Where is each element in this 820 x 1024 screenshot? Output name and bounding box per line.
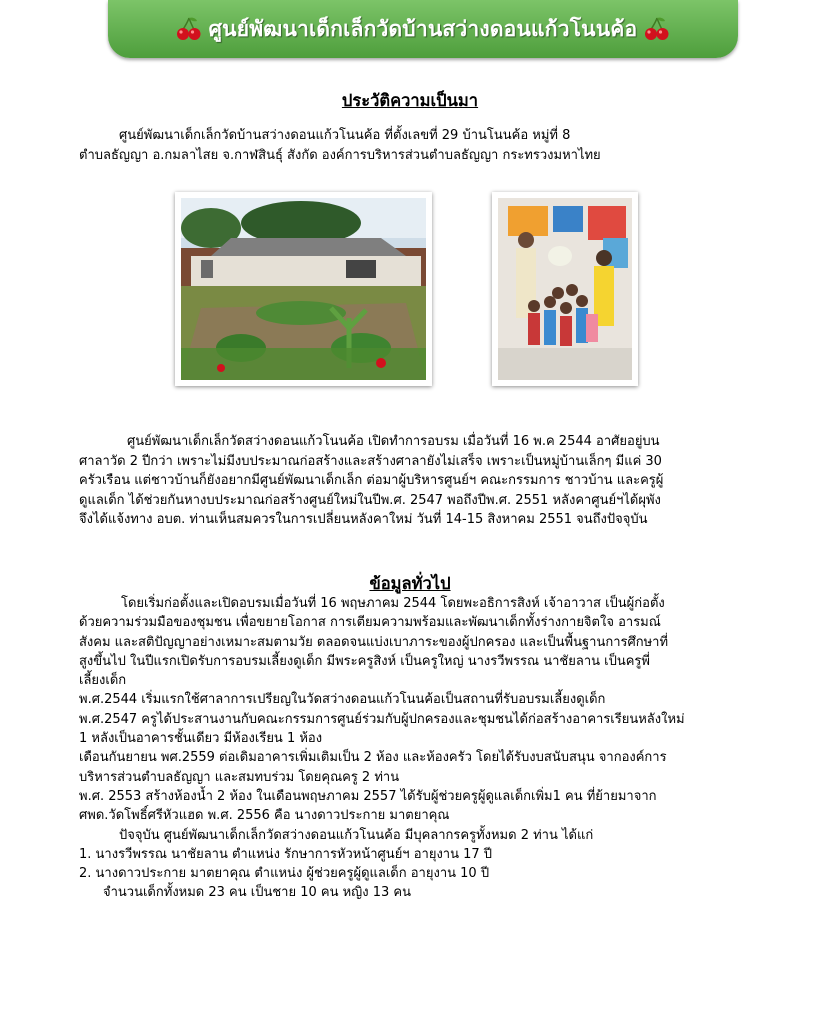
general-line: พ.ศ.2544 เริ่มแรกใช้ศาลาการเปรียญในวัดสว่างดอนแก้วโนนค้อเป็นสถานที่รับอบรมเลี้ยงดูเด็ก: [79, 692, 606, 708]
general-info-heading: ข้อมูลทั่วไป: [369, 574, 451, 593]
general-line: ด้วยความร่วมมือของชุมชน เพื่อขยายโอกาส การเตียมความพร้อมและพัฒนาเด็กทั้งร่างกายจิตใจ อารมณ์: [79, 615, 661, 631]
staff-list-item: 2. นางดาวประกาย มาตยาคุณ ตำแหน่ง ผู้ช่วยครูผู้ดูแลเด็ก อายุงาน 10 ปี: [79, 866, 490, 882]
general-line: บริหารส่วนตำบลธัญญา และสมทบร่วม โดยคุณครู 2 ท่าน: [79, 769, 400, 785]
general-line: เดือนกันยายน พศ.2559 ต่อเดิมอาคารเพิ่มเติมเป็น 2 ห้อง และห้องครัว โดยได้รับงบสนับสนุน จากองค์การ: [79, 750, 667, 766]
general-line: ปัจจุบัน ศูนย์พัฒนาเด็กเล็กวัดสว่างดอนแก้วโนนค้อ มีบุคลากรครูทั้งหมด 2 ท่าน ได้แก่: [119, 827, 594, 843]
banner-title: ศูนย์พัฒนาเด็กเล็กวัดบ้านสว่างดอนแก้วโนนค้อ: [208, 16, 638, 41]
history-line: ดูแลเด็ก ได้ช่วยกันหางบประมาณก่อสร้างศูนย์ใหม่ในปีพ.ศ. 2547 พอถึงปีพ.ศ. 2551 หลังคาศูนย์ฯได้ผุพัง: [79, 492, 661, 508]
history-line: ศาลาวัด 2 ปีกว่า เพราะไม่มีงบประมาณก่อสร้างและสร้างศาลายังไม่เสร็จ เพราะเป็นหมู่บ้านเล็กๆ มีแค่ 30: [79, 453, 662, 469]
header-banner: [108, 0, 738, 58]
general-line: เลี้ยงเด็ก: [79, 673, 127, 689]
intro-line: ศูนย์พัฒนาเด็กเล็กวัดบ้านสว่างดอนแก้วโนนค้อ ที่ตั้งเลขที่ 29 บ้านโนนค้อ หมู่ที่ 8: [119, 128, 571, 143]
general-line: ศพด.วัดโพธิ์ศรีหัวแฮด พ.ศ. 2556 คือ นางดาวประกาย มาตยาคุณ: [79, 808, 450, 824]
general-line: 1 หลังเป็นอาคารชั้นเดียว มีห้องเรียน 1 ห้อง: [79, 731, 323, 747]
general-line: สูงขึ้นไป ในปีแรกเปิดรับการอบรมเลี้ยงดูเด็ก มีพระครูสิงห์ เป็นครูใหญ่ นางรวีพรรณ นาชัยลาน เป็นครูพี่: [79, 653, 650, 669]
history-body: [79, 432, 759, 530]
teachers-children-photo: [492, 192, 638, 386]
general-line: สังคม และสติปัญญาอย่างเหมาะสมตามวัย ตลอดจนแบ่งเบาภาระของผู้ปกครอง และเป็นพื้นฐานการศึกษาที่: [79, 634, 669, 650]
general-info-body: [79, 594, 759, 903]
general-line: พ.ศ.2547 ครูได้ประสานงานกับคณะกรรมการศูนย์ร่วมกับผู้ปกครองและชุมชนได้ก่อสร้างอาคารเรียนหลังใหม่: [79, 711, 685, 727]
history-heading: ประวัติความเป็นมา: [341, 91, 479, 110]
school-building-photo: [175, 192, 432, 386]
intro-line: ตำบลธัญญา อ.กมลาไสย จ.กาฬสินธุ์ สังกัด องค์การบริหารส่วนตำบลธัญญา กระทรวงมหาไทย: [79, 147, 601, 163]
children-count: จำนวนเด็กทั้งหมด 23 คน เป็นชาย 10 คน หญิง 13 คน: [103, 885, 411, 901]
history-intro: [79, 126, 759, 165]
general-line: พ.ศ. 2553 สร้างห้องน้ำ 2 ห้อง ในเดือนพฤษภาคม 2557 ได้รับผู้ช่วยครูผู้ดูแลเด็กเพิ่ม1 คน ที่ย้ายมาจาก: [79, 788, 657, 804]
general-line: โดยเริ่มก่อตั้งและเปิดอบรมเมื่อวันที่ 16 พฤษภาคม 2544 โดยพะอธิการสิงห์ เจ้าอาวาส เป็นผู้ก่อตั้ง: [121, 596, 665, 611]
cherry-icon: [643, 16, 671, 42]
history-line: จึงได้แจ้งทาง อบต. ท่านเห็นสมควรในการเปลี่ยนหลังคาใหม่ วันที่ 14-15 สิงหาคม 2551 จนถึงปัจจุบัน: [79, 512, 648, 527]
history-line: ครัวเรือน แต่ชาวบ้านก็ยังอยากมีศูนย์พัฒนาเด็กเล็ก ต่อมาผู้บริหารศูนย์ฯ คณะกรรมการ ชาวบ้าน และครูผู้: [79, 473, 664, 488]
staff-list-item: 1. นางรวีพรรณ นาชัยลาน ตำแหน่ง รักษาการหัวหน้าศูนย์ฯ อายุงาน 17 ปี: [79, 846, 493, 862]
history-line: ศูนย์พัฒนาเด็กเล็กวัดสว่างดอนแก้วโนนค้อ เปิดทำการอบรม เมื่อวันที่ 16 พ.ค 2544 อาศัยอยู่บน: [127, 434, 660, 449]
cherry-icon: [175, 16, 203, 42]
